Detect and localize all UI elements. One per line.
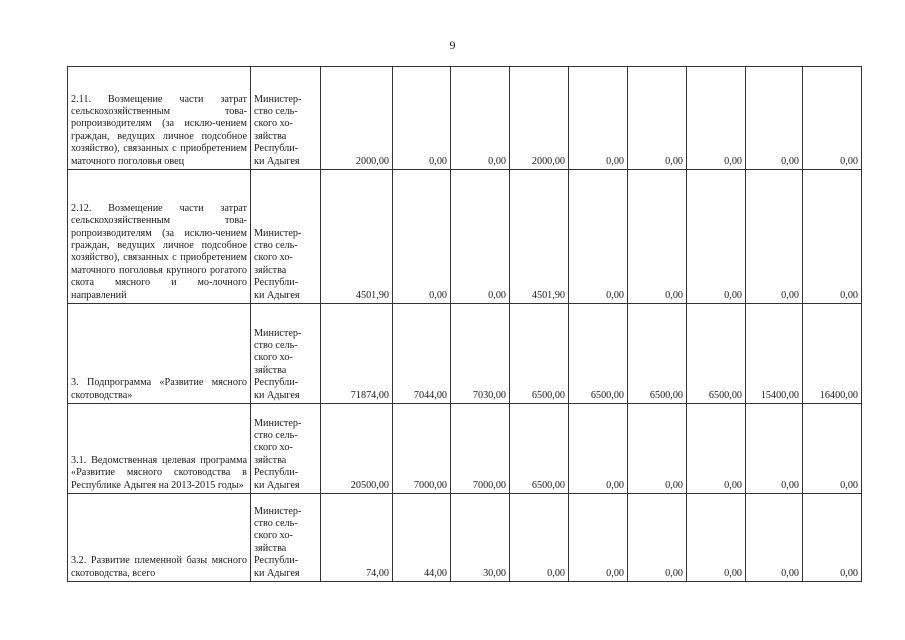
table-row xyxy=(68,404,862,494)
value-cell: 0,00 xyxy=(569,67,628,170)
program-table xyxy=(67,66,862,582)
value-cell: 0,00 xyxy=(746,404,803,494)
measure-description: 3.2. Развитие племенной базы мясного скотоводства, всего xyxy=(68,494,251,582)
value-cell: 7030,00 xyxy=(451,304,510,404)
page-number: 9 xyxy=(449,38,456,52)
value-cell: 0,00 xyxy=(803,170,862,304)
measure-description: 2.12. Возмещение части затрат сельскохозяйственным това-ропроизводителям (за исклю-чением граждан, ведущих личное подсобное хозяйство), связанных с приобретением маточного поголовья крупного рогатого скота мясного и мо-лочного направлений xyxy=(68,170,251,304)
executor-cell: Министер- ство сель- ского хо- зяйства Республи- ки Адыгея xyxy=(251,67,321,170)
value-cell: 7000,00 xyxy=(451,404,510,494)
total-value: 71874,00 xyxy=(321,304,393,404)
value-cell: 0,00 xyxy=(510,494,569,582)
value-cell: 6500,00 xyxy=(628,304,687,404)
value-cell: 4501,90 xyxy=(510,170,569,304)
table-row xyxy=(68,170,862,304)
value-cell: 0,00 xyxy=(451,67,510,170)
value-cell: 30,00 xyxy=(451,494,510,582)
measure-description: 3. Подпрограмма «Развитие мясного скотоводства» xyxy=(68,304,251,404)
value-cell: 0,00 xyxy=(393,67,451,170)
value-cell: 6500,00 xyxy=(569,304,628,404)
table-row xyxy=(68,304,862,404)
value-cell: 0,00 xyxy=(803,404,862,494)
table-row xyxy=(68,67,862,170)
executor-cell: Министер- ство сель- ского хо- зяйства Республи- ки Адыгея xyxy=(251,170,321,304)
measure-description: 2.11. Возмещение части затрат сельскохозяйственным това-ропроизводителям (за исклю-чением граждан, ведущих личное подсобное хозяйство), связанных с приобретением маточного поголовья овец xyxy=(68,67,251,170)
value-cell: 6500,00 xyxy=(510,304,569,404)
value-cell: 0,00 xyxy=(393,170,451,304)
value-cell: 0,00 xyxy=(687,67,746,170)
value-cell: 15400,00 xyxy=(746,304,803,404)
value-cell: 0,00 xyxy=(746,170,803,304)
value-cell: 0,00 xyxy=(746,67,803,170)
value-cell: 0,00 xyxy=(628,494,687,582)
value-cell: 0,00 xyxy=(569,170,628,304)
table-row xyxy=(68,494,862,582)
value-cell: 0,00 xyxy=(628,170,687,304)
value-cell: 0,00 xyxy=(803,67,862,170)
total-value: 20500,00 xyxy=(321,404,393,494)
value-cell: 0,00 xyxy=(746,494,803,582)
value-cell: 2000,00 xyxy=(510,67,569,170)
executor-cell: Министер- ство сель- ского хо- зяйства Республи- ки Адыгея xyxy=(251,304,321,404)
value-cell: 6500,00 xyxy=(510,404,569,494)
executor-cell: Министер- ство сель- ского хо- зяйства Республи- ки Адыгея xyxy=(251,404,321,494)
value-cell: 0,00 xyxy=(687,494,746,582)
value-cell: 0,00 xyxy=(687,404,746,494)
value-cell: 0,00 xyxy=(628,67,687,170)
total-value: 4501,90 xyxy=(321,170,393,304)
value-cell: 0,00 xyxy=(569,494,628,582)
total-value: 2000,00 xyxy=(321,67,393,170)
measure-description: 3.1. Ведомственная целевая программа «Развитие мясного скотоводства в Республике Адыгея на 2013-2015 годы» xyxy=(68,404,251,494)
total-value: 74,00 xyxy=(321,494,393,582)
value-cell: 0,00 xyxy=(628,404,687,494)
value-cell: 16400,00 xyxy=(803,304,862,404)
value-cell: 6500,00 xyxy=(687,304,746,404)
value-cell: 0,00 xyxy=(803,494,862,582)
value-cell: 44,00 xyxy=(393,494,451,582)
value-cell: 7044,00 xyxy=(393,304,451,404)
value-cell: 0,00 xyxy=(451,170,510,304)
value-cell: 0,00 xyxy=(569,404,628,494)
value-cell: 7000,00 xyxy=(393,404,451,494)
executor-cell: Министер- ство сель- ского хо- зяйства Республи- ки Адыгея xyxy=(251,494,321,582)
value-cell: 0,00 xyxy=(687,170,746,304)
